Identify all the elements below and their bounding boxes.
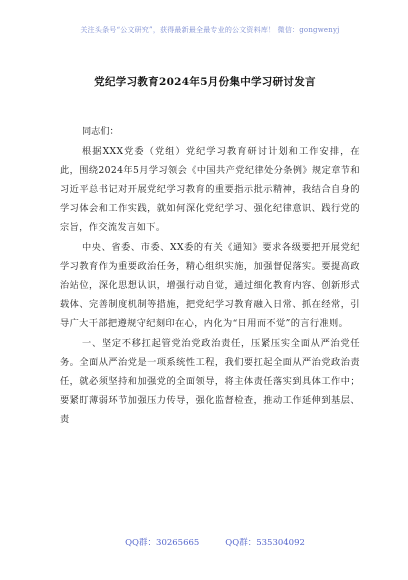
promo-banner: 关注头条号“公文研究”，获得最新最全最专业的公文资料库！ 微信：gongwenyj [80,26,340,34]
salutation: 同志们： [82,126,119,137]
qq-group-2: QQ群：535304092 [225,538,305,548]
paragraph-3: 一、坚定不移扛起管党治党政治责任，压紧压实全面从严治党任务。全面从严治党是一项系统性工程，我们要扛起全面从严治党政治责任，就必须坚持和加强党的全面领导，将主体责任落实到具体工作中；要紧盯薄弱环节加强压力传导，强化监督检查，推动工作延伸到基层、责 [60,338,360,425]
qq-group-1: QQ群：30265665 [125,538,200,548]
paragraph-1: 根据XXX党委（党组）党纪学习教育研讨计划和工作安排，在此，围绕2024年5月学习领会《中国共产党纪律处分条例》规定章节和习近平总书记对开展党纪学习教育的重要指示批示精神，我结合自身的学习体会和工作实践，就如何深化党纪学习、强化纪律意识、践行党的宗旨，作交流发言如下。 [60,146,360,233]
paragraph-2: 中央、省委、市委、XX委的有关《通知》要求各级要把开展党纪学习教育作为重要政治任务，精心组织实施，加强督促落实。要提高政治站位，深化思想认识，增强行动自觉，通过细化教育内容、创新形式载体、完善制度机制等措施，把党纪学习教育融入日常、抓在经常，引导广大干部把遵规守纪刻印在心，内化为“日用而不觉”的言行准则。 [60,242,360,329]
document-body [60,122,360,430]
footer-contacts [90,536,340,548]
document-title: 党纪学习教育2024年5月份集中学习研讨发言 [94,76,316,88]
